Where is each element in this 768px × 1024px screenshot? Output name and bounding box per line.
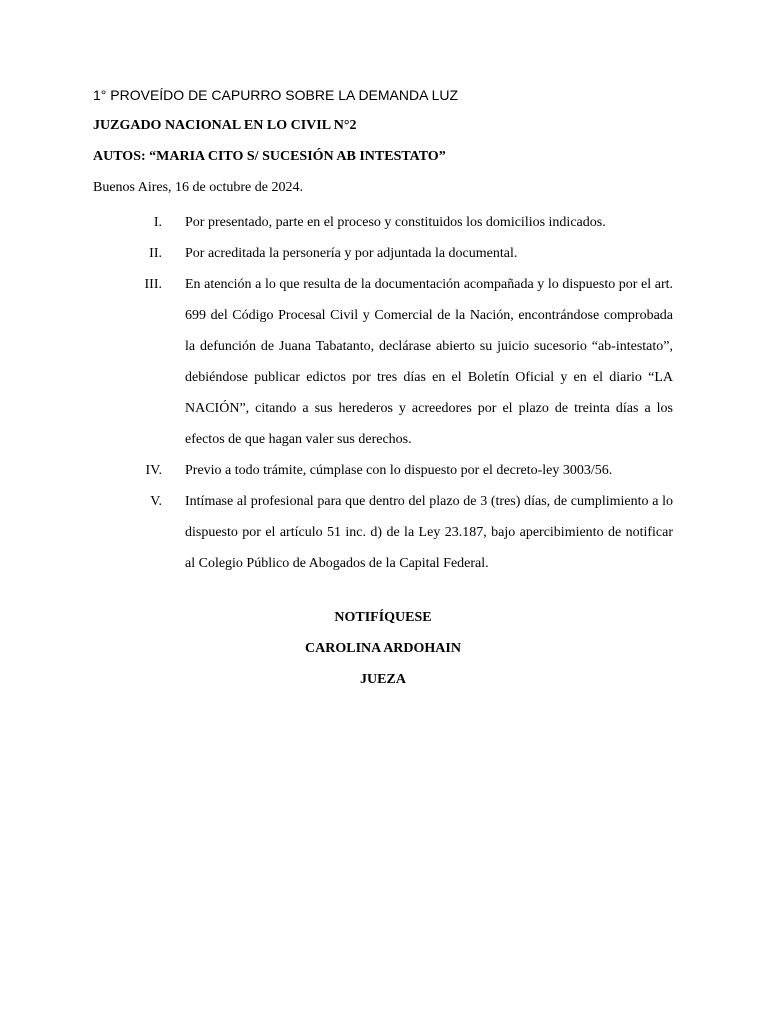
judge-name: CAROLINA ARDOHAIN: [305, 641, 461, 656]
resolution-text: Previo a todo trámite, cúmplase con lo dispuesto por el decreto-ley 3003/56.: [185, 463, 613, 478]
resolution-item-1: [93, 207, 673, 238]
resolution-numeral: II.: [149, 246, 162, 261]
resolution-numeral: I.: [153, 215, 162, 230]
resolution-text: Intímase al profesional para que dentro del plazo de 3 (tres) días, de cumplimiento a lo dispuesto por el artículo 51 inc. d) de la Ley 23.187, bajo apercibimiento de notificar al Colegio Público de Abogados de la Capital Federal.: [185, 494, 673, 571]
resolution-item-4: [93, 455, 673, 486]
resolution-item-5: [93, 486, 673, 579]
resolution-text: Por presentado, parte en el proceso y constituidos los domicilios indicados.: [185, 215, 606, 230]
resolution-numeral: IV.: [145, 463, 162, 478]
resolution-text: Por acreditada la personería y por adjuntada la documental.: [185, 246, 518, 261]
court-name: JUZGADO NACIONAL EN LO CIVIL N°2: [93, 118, 357, 133]
document-title-line: 1° PROVEÍDO DE CAPURRO SOBRE LA DEMANDA LUZ: [93, 87, 459, 103]
resolution-text: En atención a lo que resulta de la documentación acompañada y lo dispuesto por el art. 699 del Código Procesal Civil y Comercial de la Nación, encontrándose comprobada la defunción de Juana Tabatanto, declárase abierto su juicio sucesorio “ab-intestato”, debiéndose publicar edictos por tres días en el Boletín Oficial y en el diario “LA NACIÓN”, citando a sus herederos y acreedores por el plazo de treinta días a los efectos de que hagan valer sus derechos.: [185, 277, 673, 447]
resolution-numeral: III.: [144, 277, 162, 292]
resolution-item-3: [93, 269, 673, 455]
notify-label: NOTIFÍQUESE: [334, 610, 432, 625]
case-title: AUTOS: “MARIA CITO S/ SUCESIÓN AB INTESTATO”: [93, 149, 446, 164]
resolution-list: [93, 207, 673, 579]
document-date: Buenos Aires, 16 de octubre de 2024.: [93, 180, 303, 195]
judge-role: JUEZA: [360, 672, 406, 687]
resolution-numeral: V.: [150, 494, 162, 509]
resolution-item-2: [93, 238, 673, 269]
